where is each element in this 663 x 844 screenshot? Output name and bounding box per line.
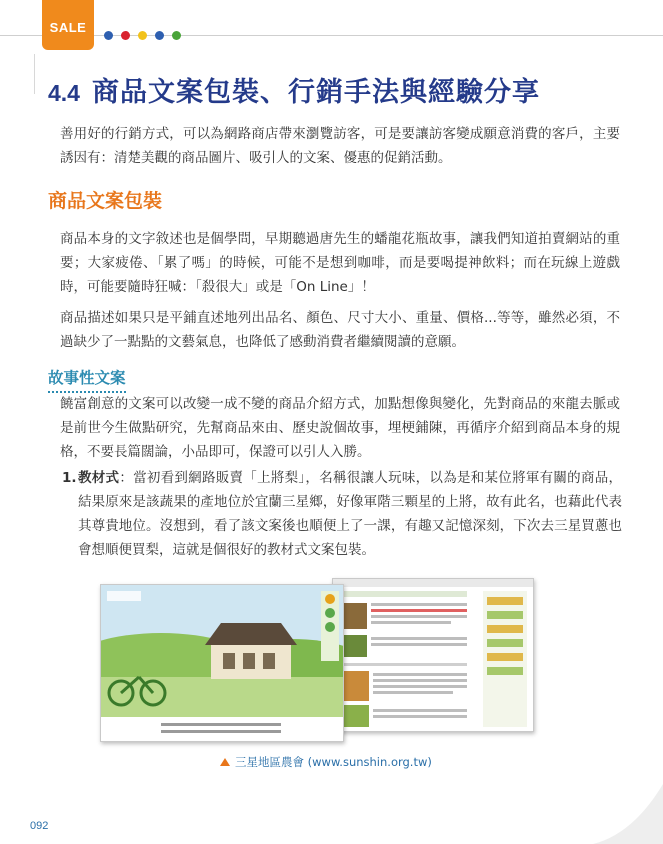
- decorative-dot: [121, 31, 130, 40]
- figure-caption: [220, 754, 440, 770]
- list-item-body: [78, 466, 622, 562]
- list-item-number: 1.: [62, 470, 77, 486]
- decorative-dot: [138, 31, 147, 40]
- website-screenshot-detail: [332, 578, 534, 732]
- section-number: 4.4: [48, 80, 80, 106]
- decorative-dot: [155, 31, 164, 40]
- sale-tab: [42, 0, 94, 50]
- section-title-text: 商品文案包裝、行銷手法與經驗分享: [91, 77, 540, 108]
- body-paragraph-2: 商品描述如果只是平鋪直述地列出品名、顏色、尺寸大小、重量、價格...等等，雖然必須，不過缺少了一點點的文藝氣息，也降低了感動消費者繼續閱讀的意願。: [60, 310, 620, 350]
- header-rule: [0, 35, 663, 36]
- section-title: [48, 70, 648, 109]
- page-number: 092: [30, 820, 49, 832]
- decorative-line: [34, 54, 35, 94]
- decorative-dot: [172, 31, 181, 40]
- intro-paragraph: 善用好的行銷方式，可以為網路商店帶來瀏覽訪客，可是要讓訪客變成願意消費的客戶，主要誘因有：清楚美觀的商品圖片、吸引人的文案、優惠的促銷活動。: [60, 126, 620, 166]
- caption-text: 三星地區農會 (www.sunshin.org.tw): [235, 755, 432, 769]
- list-item-text: ：當初看到網路販賣「上將梨」，名稱很讓人玩味，以為是和某位將軍有關的商品，結果原來是該蔬果的產地位於宜蘭三星鄉，好像軍階三顆星的上將，故有此名，也藉此代表其尊貴地位。沒想到，看了該文案後也順便上了一課，有趣又記憶深刻，下次去三星買蔥也會想順便買梨，這就是個很好的教材式文案包裝。: [78, 470, 623, 558]
- body-paragraph-1: 商品本身的文字敘述也是個學問，早期聽過唐先生的蟠龍花瓶故事，讓我們知道拍賣網站的重要；大家疲倦、「累了嗎」的時候，可能不是想到咖啡，而是要喝提神飲料；而在玩線上遊戲時，可能要隨時狂喊：「殺很大」或是「On Line」！: [60, 231, 620, 295]
- caption-triangle-icon: [220, 758, 230, 766]
- detail-page-illustration: [333, 579, 533, 731]
- subsection-heading: 商品文案包裝: [48, 190, 163, 212]
- website-screenshot-home: [100, 584, 344, 742]
- sale-label: SALE: [49, 19, 87, 35]
- list-item-lead: 教材式: [78, 470, 120, 486]
- decorative-dots: [104, 31, 181, 40]
- story-paragraph: 饒富創意的文案可以改變一成不變的商品介紹方式，加點想像與變化，先對商品的來龍去脈或是前世今生做點研究，先幫商品來由、歷史說個故事，埋梗鋪陳，再循序介紹到商品本身的規格，不要長篇闊論，小品即可，保證可以引人入勝。: [60, 396, 620, 460]
- corner-decoration: [593, 784, 663, 844]
- list-item: [62, 466, 622, 562]
- farm-homepage-illustration: [101, 585, 343, 741]
- story-heading: 故事性文案: [48, 366, 126, 393]
- decorative-dot: [104, 31, 113, 40]
